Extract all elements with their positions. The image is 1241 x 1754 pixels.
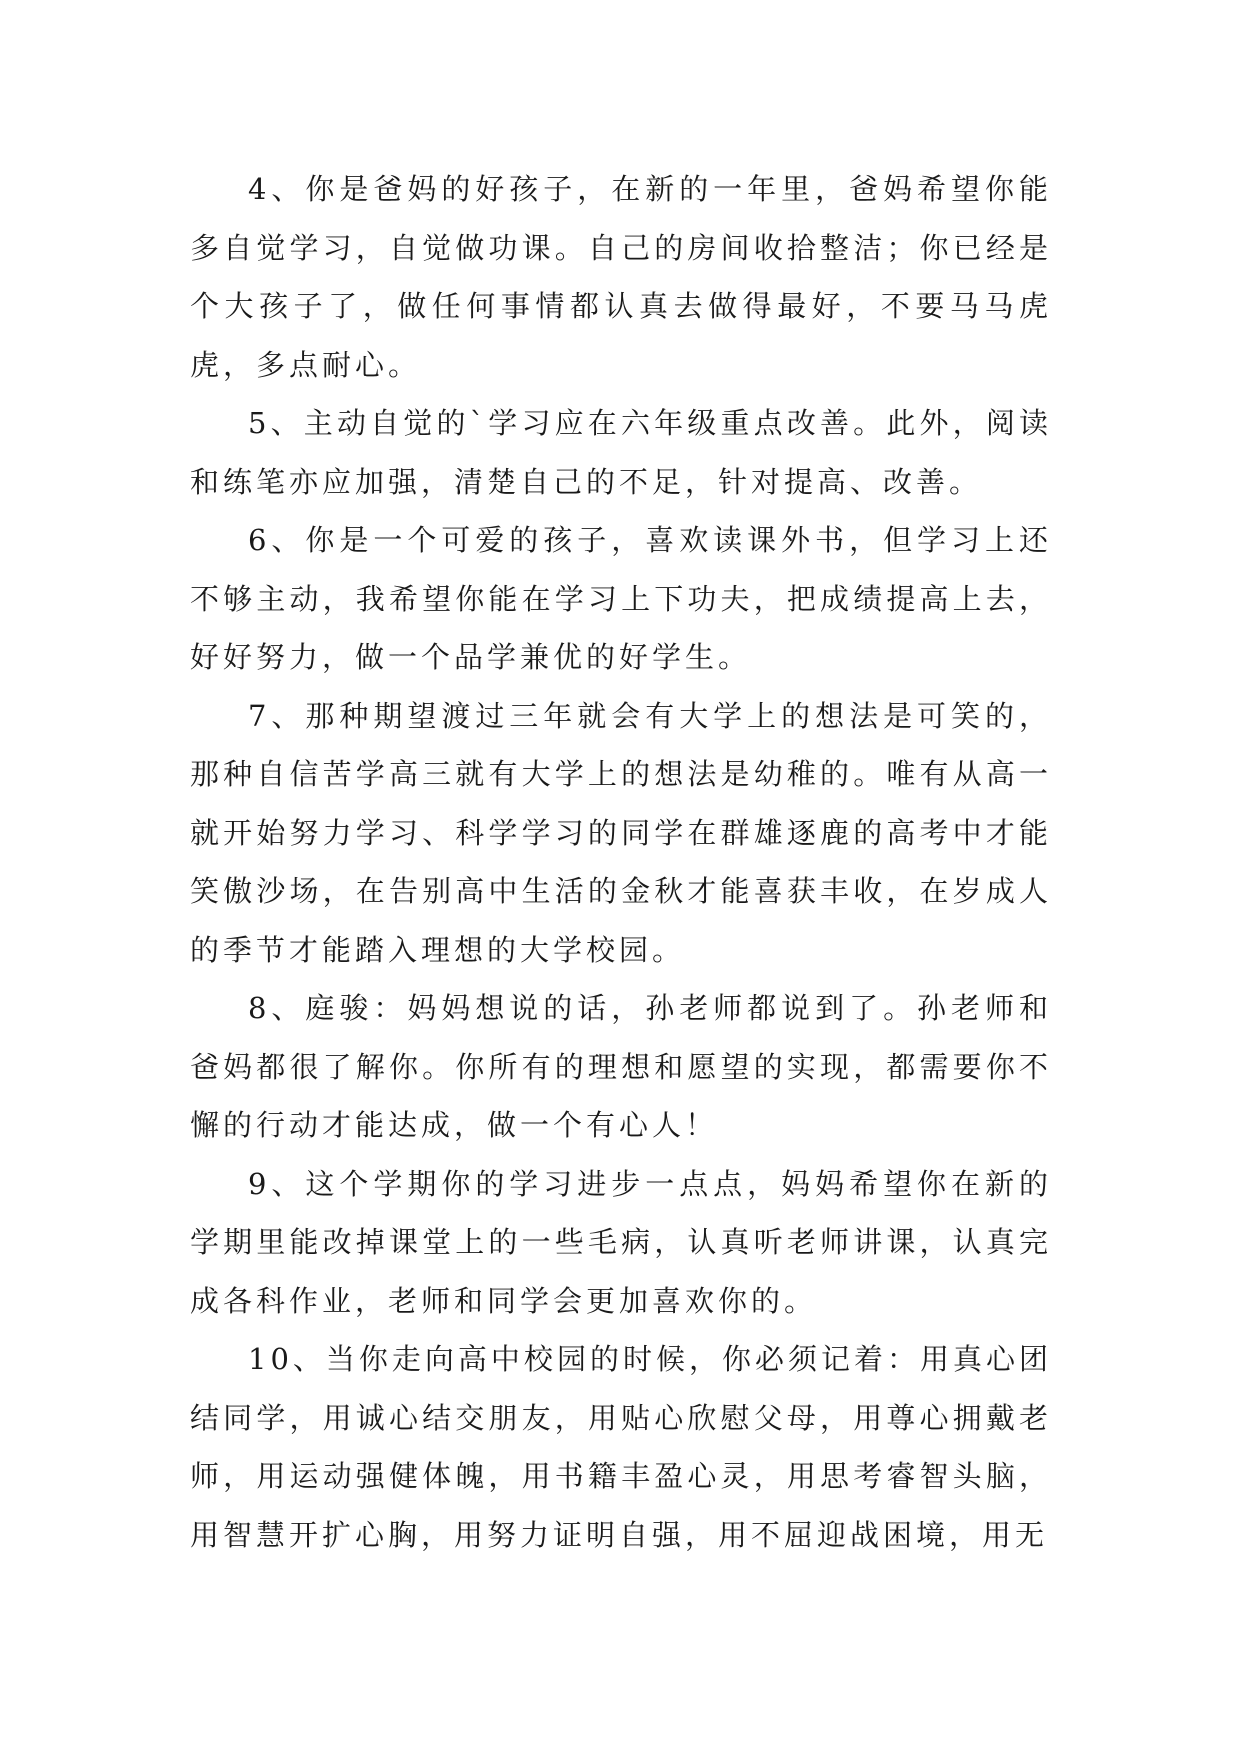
paragraph-8: 8、庭骏：妈妈想说的话，孙老师都说到了。孙老师和爸妈都很了解你。你所有的理想和愿望的实现，都需要你不懈的行动才能达成，做一个有心人！ bbox=[190, 991, 1052, 1142]
document-body bbox=[190, 160, 1052, 1564]
paragraph-5: 5、主动自觉的`学习应在六年级重点改善。此外，阅读和练笔亦应加强，清楚自己的不足，针对提高、改善。 bbox=[190, 406, 1052, 499]
paragraph-7: 7、那种期望渡过三年就会有大学上的想法是可笑的，那种自信苦学高三就有大学上的想法是幼稚的。唯有从高一就开始努力学习、科学学习的同学在群雄逐鹿的高考中才能笑傲沙场，在告别高中生活的金秋才能喜获丰收，在岁成人的季节才能踏入理想的大学校园。 bbox=[190, 698, 1052, 967]
paragraph-6: 6、你是一个可爱的孩子，喜欢读课外书，但学习上还不够主动，我希望你能在学习上下功夫，把成绩提高上去，好好努力，做一个品学兼优的好学生。 bbox=[190, 523, 1052, 674]
paragraph-10: 10、当你走向高中校园的时候，你必须记着：用真心团结同学，用诚心结交朋友，用贴心欣慰父母，用尊心拥戴老师，用运动强健体魄，用书籍丰盈心灵，用思考睿智头脑，用智慧开扩心胸，用努力证明自强，用不屈迎战困境，用无 bbox=[190, 1342, 1052, 1552]
paragraph-9: 9、这个学期你的学习进步一点点，妈妈希望你在新的学期里能改掉课堂上的一些毛病，认真听老师讲课，认真完成各科作业，老师和同学会更加喜欢你的。 bbox=[190, 1166, 1052, 1318]
paragraph-4: 4、你是爸妈的好孩子，在新的一年里，爸妈希望你能多自觉学习，自觉做功课。自己的房间收拾整洁；你已经是个大孩子了，做任何事情都认真去做得最好，不要马马虎虎，多点耐心。 bbox=[190, 172, 1052, 382]
